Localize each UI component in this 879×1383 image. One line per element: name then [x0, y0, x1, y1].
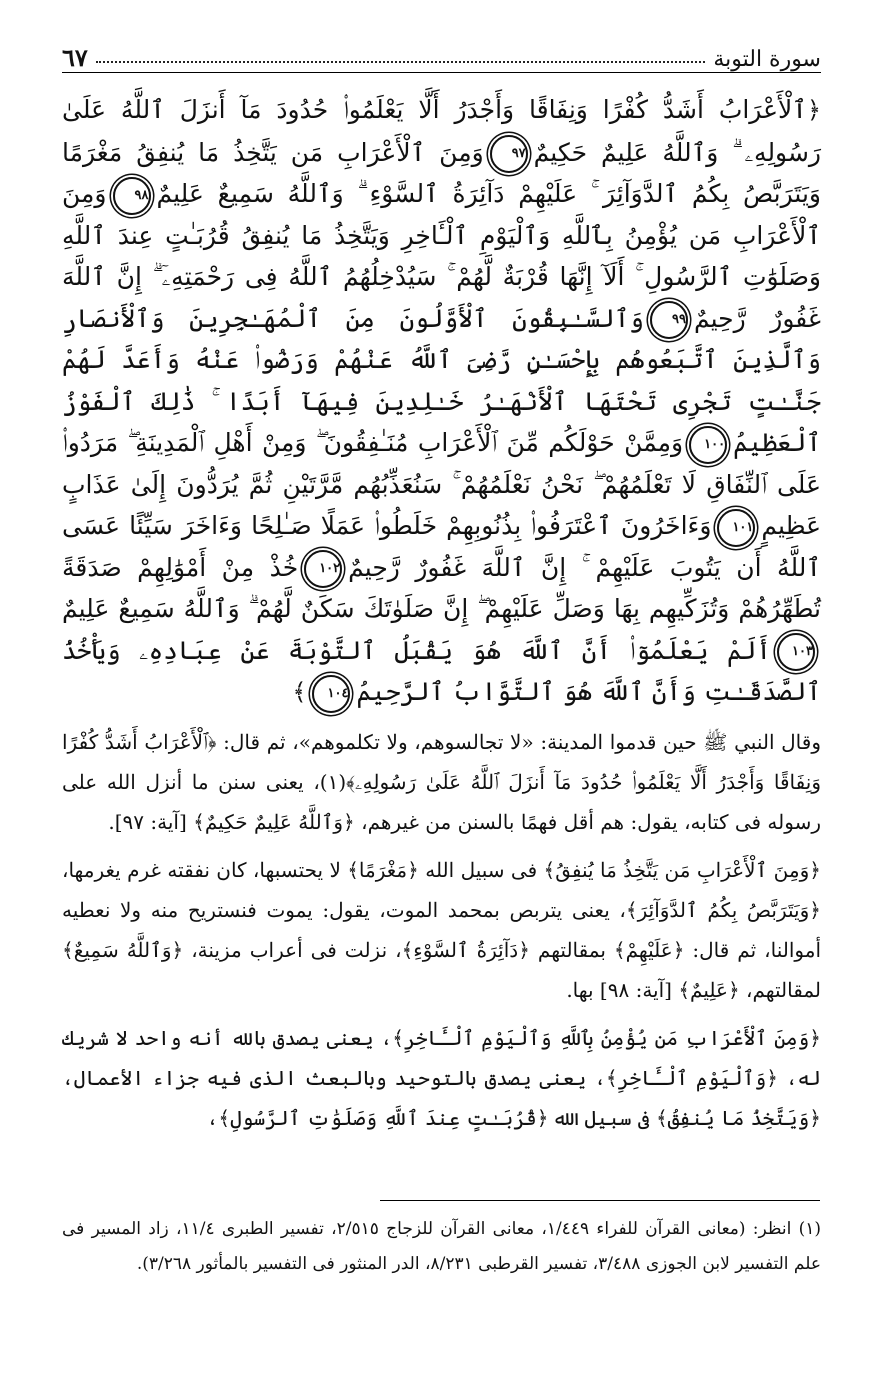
ornate-close-bracket: ﴾: [292, 678, 307, 706]
tafsir-paragraph: ﴿وَمِنَ ٱلْأَعْرَابِ مَن يَتَّخِذُ مَا يُنفِقُ﴾ فى سبيل الله ﴿مَغْرَمًا﴾ لا يحتسبها، كان نفقته غرم يغرمها، ﴿وَيَتَرَبَّصُ بِكُمُ ٱلدَّوَآئِرَ﴾، يعنى يتربص بمحمد الموت، يقول: يموت فنستريح منه ولا نعطيه أموالنا، ثم قال: ﴿عَلَيْهِمْ﴾ بمقالتهم ﴿دَآئِرَةُ ٱلسَّوْءِ﴾، نزلت فى أعراب مزينة، ﴿وَٱللَّهُ سَمِيعٌ﴾ لمقالتهم، ﴿عَلِيمٌ﴾ [آية: ٩٨] بها.: [62, 857, 821, 1002]
ayah-text: وَٱلسَّـٰبِقُونَ ٱلْأَوَّلُونَ مِنَ ٱلْمُهَـٰجِرِينَ وَٱلْأَنصَارِ وَٱلَّذِينَ ٱتَّبَعُوهُم بِإِحْسَـٰنٍ رَّضِىَ ٱللَّهُ عَنْهُمْ وَرَضُوا۟ عَنْهُ وَأَعَدَّ لَهُمْ جَنَّـٰتٍ تَجْرِى تَحْتَهَا ٱلْأَنْهَـٰرُ خَـٰلِدِينَ فِيهَآ أَبَدًا ۚ ذَٰلِكَ ٱلْفَوْزُ ٱلْعَظِيمُ: [62, 303, 821, 457]
ayah-text: أَلَمْ يَعْلَمُوٓا۟ أَنَّ ٱللَّهَ هُوَ يَقْبَلُ ٱلتَّوْبَةَ عَنْ عِبَادِهِۦ وَيَأْخُذُ ٱلصَّدَقَـٰتِ وَأَنَّ ٱللَّهَ هُوَ ٱلتَّوَّابُ ٱلرَّحِيمُ: [62, 635, 821, 706]
footnote: (١) انظر: (معانى القرآن للفراء ١/٤٤٩، معانى القرآن للزجاج ٢/٥١٥، تفسير الطبرى ١١/٤، زاد المسير فى علم التفسير لابن الجوزى ٣/٤٨٨، تفسير القرطبى ٨/٢٣١، الدر المنثور فى التفسير بالمأثور ٣/٢٦٨).: [62, 1219, 822, 1274]
ayah-text: وَمِنَ ٱلْأَعْرَابِ مَن يُؤْمِنُ بِٱللَّهِ وَٱلْيَوْمِ ٱلْـَٔاخِرِ وَيَتَّخِذُ مَا يُنفِقُ قُرُبَـٰتٍ عِندَ ٱللَّهِ وَصَلَوَٰتِ ٱلرَّسُولِ ۚ أَلَآ إِنَّهَا قُرْبَةٌ لَّهُمْ ۚ سَيُدْخِلُهُمُ ٱللَّهُ فِى رَحْمَتِهِۦٓ ۗ إِنَّ ٱللَّهَ غَفُورٌ رَّحِيمٌ: [62, 179, 821, 333]
tafsir-paragraph: وقال النبي ﷺ حين قدموا المدينة: «لا تجالسوهم، ولا تكلموهم»، ثم قال: ﴿ٱلْأَعْرَابُ أَشَدُّ كُفْرًا وَنِفَاقًا وَأَجْدَرُ أَلَّا يَعْلَمُوا۟ حُدُودَ مَآ أَنزَلَ ٱللَّهُ عَلَىٰ رَسُولِهِۦ﴾(١)، يعنى سنن ما أنزل الله على رسوله فى كتابه، يقول: هم أقل فهمًا بالسنن من غيرهم، ﴿وَٱللَّهُ عَلِيمٌ حَكِيمٌ﴾ [آية: ٩٧].: [62, 729, 821, 834]
ornate-open-bracket: ﴿: [806, 96, 821, 124]
page-number: ٦٧: [62, 43, 88, 72]
page-header: [62, 30, 821, 73]
ayah-text: ٱلْأَعْرَابُ أَشَدُّ كُفْرًا وَنِفَاقًا وَأَجْدَرُ أَلَّا يَعْلَمُوا۟ حُدُودَ مَآ أَنزَلَ ٱللَّهُ عَلَىٰ رَسُولِهِۦ ۗ وَٱللَّهُ عَلِيمٌ حَكِيمٌ: [62, 95, 821, 167]
ayah-number-marker: ٩٧: [490, 135, 528, 173]
ayah-number-marker: ١٠٠: [689, 426, 727, 464]
footnote-separator: [380, 1200, 820, 1201]
ayah-text: خُذْ مِنْ أَمْوَٰلِهِمْ صَدَقَةً تُطَهِّرُهُمْ وَتُزَكِّيهِم بِهَا وَصَلِّ عَلَيْهِمْ ۖ إِنَّ صَلَوٰتَكَ سَكَنٌ لَّهُمْ ۗ وَٱللَّهُ سَمِيعٌ عَلِيمٌ: [62, 552, 821, 623]
ayah-number-marker: ١٠٣: [777, 633, 815, 671]
ayah-number-marker: ١٠٤: [312, 675, 350, 713]
ayah-number-marker: ١٠١: [717, 509, 755, 547]
ayah-number-marker: ٩٩: [650, 301, 688, 339]
quran-text-block: [62, 89, 821, 714]
ayah-text: وَمِنَ ٱلْأَعْرَابِ مَن يَتَّخِذُ مَا يُنفِقُ مَغْرَمًا وَيَتَرَبَّصُ بِكُمُ ٱلدَّوَآئِرَ ۚ عَلَيْهِمْ دَآئِرَةُ ٱلسَّوْءِ ۗ وَٱللَّهُ سَمِيعٌ عَلِيمٌ: [62, 137, 821, 208]
ayah-number-marker: ١٠٢: [304, 550, 342, 588]
surah-title: سورة التوبة: [713, 47, 821, 72]
ayah-text: وَءَاخَرُونَ ٱعْتَرَفُوا۟ بِذُنُوبِهِمْ خَلَطُوا۟ عَمَلًا صَـٰلِحًا وَءَاخَرَ سَيِّئًا عَسَى ٱللَّهُ أَن يَتُوبَ عَلَيْهِمْ ۚ إِنَّ ٱللَّهَ غَفُورٌ رَّحِيمٌ: [62, 511, 821, 582]
dotted-leader: [96, 61, 706, 63]
ayah-text: وَمِمَّنْ حَوْلَكُم مِّنَ ٱلْأَعْرَابِ مُنَـٰفِقُونَ ۖ وَمِنْ أَهْلِ ٱلْمَدِينَةِ ۖ مَرَدُوا۟ عَلَى ٱلنِّفَاقِ لَا تَعْلَمُهُمْ ۖ نَحْنُ نَعْلَمُهُمْ ۚ سَنُعَذِّبُهُم مَّرَّتَيْنِ ثُمَّ يُرَدُّونَ إِلَىٰ عَذَابٍ عَظِيمٍ: [62, 428, 821, 540]
ayah-number-marker: ٩٨: [113, 177, 151, 215]
tafsir-paragraph: ﴿وَمِنَ ٱلْأَعْرَابِ مَن يُؤْمِنُ بِٱللَّهِ وَٱلْيَوْمِ ٱلْـَٔاخِرِ﴾، يعنى يصدق بالله أنه واحد لا شريك له، ﴿وَٱلْيَوْمِ ٱلْـَٔاخِرِ﴾، يعنى يصدق بالتوحيد وبالبعث الذى فيه جزاء الأعمال، ﴿وَيَتَّخِذُ مَا يُنفِقُ﴾ فى سبيل الله ﴿قُرُبَـٰتٍ عِندَ ٱللَّهِ وَصَلَوَٰتِ ٱلرَّسُولِ﴾،: [62, 1025, 821, 1130]
